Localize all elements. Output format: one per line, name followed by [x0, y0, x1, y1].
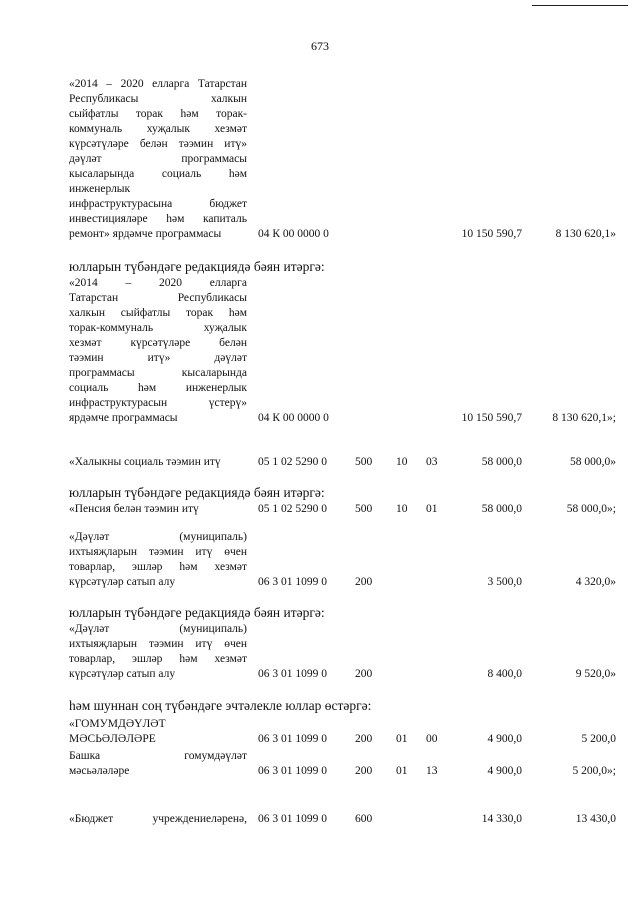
row-value-2: 5 200,0: [581, 733, 616, 745]
row-description: «Дәүләт (муниципаль) ихтыяҗларын тәэмин итү өчен товарлар, эшләр һәм хезмәт күрсәтүләр сатып алу: [69, 531, 247, 588]
row-value-1: 10 150 590,7: [461, 228, 522, 240]
header-rule: [532, 5, 628, 6]
instruction-text: юлларын түбәндәге редакциядә бәян итәргә:: [69, 259, 325, 274]
row-code: 06 3 01 1099 0: [258, 813, 327, 825]
row-value-1: 8 400,0: [487, 668, 522, 680]
row-value-2: 58 000,0»;: [566, 503, 616, 515]
row-value-2: 4 320,0»: [575, 576, 616, 588]
row-value-2: 9 520,0»: [575, 668, 616, 680]
row-ved: 200: [355, 765, 373, 777]
instruction-text: юлларын түбәндәге редакциядә бәян итәргә:: [69, 605, 325, 620]
row-pr: 13: [426, 765, 438, 777]
row-description: Башка гомумдәүләт мәсьәләләре: [69, 750, 247, 777]
row-code: 06 3 01 1099 0: [258, 576, 327, 588]
row-value-2: 58 000,0»: [570, 456, 616, 468]
instruction-text: һәм шуннан соң түбәндәге эчтәлекле юллар өстәргә:: [69, 698, 372, 713]
row-ved: 200: [355, 733, 373, 745]
row-value-2: 8 130 620,1»;: [552, 412, 616, 424]
row-code: 05 1 02 5290 0: [258, 456, 327, 468]
row-pr: 00: [426, 733, 438, 745]
row-value-1: 4 900,0: [487, 765, 522, 777]
row-code: 06 3 01 1099 0: [258, 765, 327, 777]
row-ved: 600: [355, 813, 373, 825]
row-value-1: 58 000,0: [481, 456, 522, 468]
page-number: 673: [311, 39, 329, 53]
row-value-1: 14 330,0: [481, 813, 522, 825]
row-value-1: 58 000,0: [481, 503, 522, 515]
row-description: «2014 – 2020 елларга Татарстан Республикасы халкын сыйфатлы торак һәм торак-коммуналь хуҗалык хезмәт күрсәтүләре белән тәэмин итү» дәүләт программасы кысаларында социаль һәм инженерлык инфраструктурасын үстерү» ярдәмче программасы: [69, 277, 247, 424]
row-code: 04 К 00 0000 0: [258, 228, 329, 240]
row-ved: 500: [355, 503, 373, 515]
row-value-2: 13 430,0: [575, 813, 616, 825]
row-rz: 01: [396, 765, 408, 777]
row-code: 04 К 00 0000 0: [258, 412, 329, 424]
row-ved: 500: [355, 456, 373, 468]
row-code: 05 1 02 5290 0: [258, 503, 327, 515]
row-value-1: 3 500,0: [487, 576, 522, 588]
row-value-1: 4 900,0: [487, 733, 522, 745]
row-rz: 10: [396, 456, 408, 468]
instruction-text: юлларын түбәндәге редакциядә бәян итәргә:: [69, 485, 325, 500]
row-description: «Дәүләт (муниципаль) ихтыяҗларын тәэмин итү өчен товарлар, эшләр һәм хезмәт күрсәтүләр сатып алу: [69, 623, 247, 680]
row-description: «2014 – 2020 елларга Татарстан Республикасы халкын сыйфатлы торак һәм торак- коммуналь хуҗалык хезмәт күрсәтүләре белән тәэмин итү» дәүләт программасы кысаларында социаль һәм инженерлык инфраструктурасына бюджет инвестицияләре һәм капиталь ремонт» ярдәмче программасы: [69, 78, 247, 240]
row-ved: 200: [355, 576, 373, 588]
row-description: «Халыкны социаль тәэмин итү: [69, 456, 221, 468]
row-rz: 01: [396, 733, 408, 745]
row-description: «ГОМУМДӘҮЛӘТ МӘСЬӘЛӘЛӘРЕ: [69, 718, 166, 745]
row-rz: 10: [396, 503, 408, 515]
row-description: «Пенсия белән тәэмин итү: [69, 503, 199, 515]
row-ved: 200: [355, 668, 373, 680]
row-code: 06 3 01 1099 0: [258, 733, 327, 745]
row-description: «Бюджет учреждениеләренә,: [69, 813, 247, 825]
row-value-1: 10 150 590,7: [461, 412, 522, 424]
row-code: 06 3 01 1099 0: [258, 668, 327, 680]
row-value-2: 8 130 620,1»: [555, 228, 616, 240]
row-pr: 03: [426, 456, 438, 468]
row-value-2: 5 200,0»;: [572, 765, 616, 777]
row-pr: 01: [426, 503, 438, 515]
